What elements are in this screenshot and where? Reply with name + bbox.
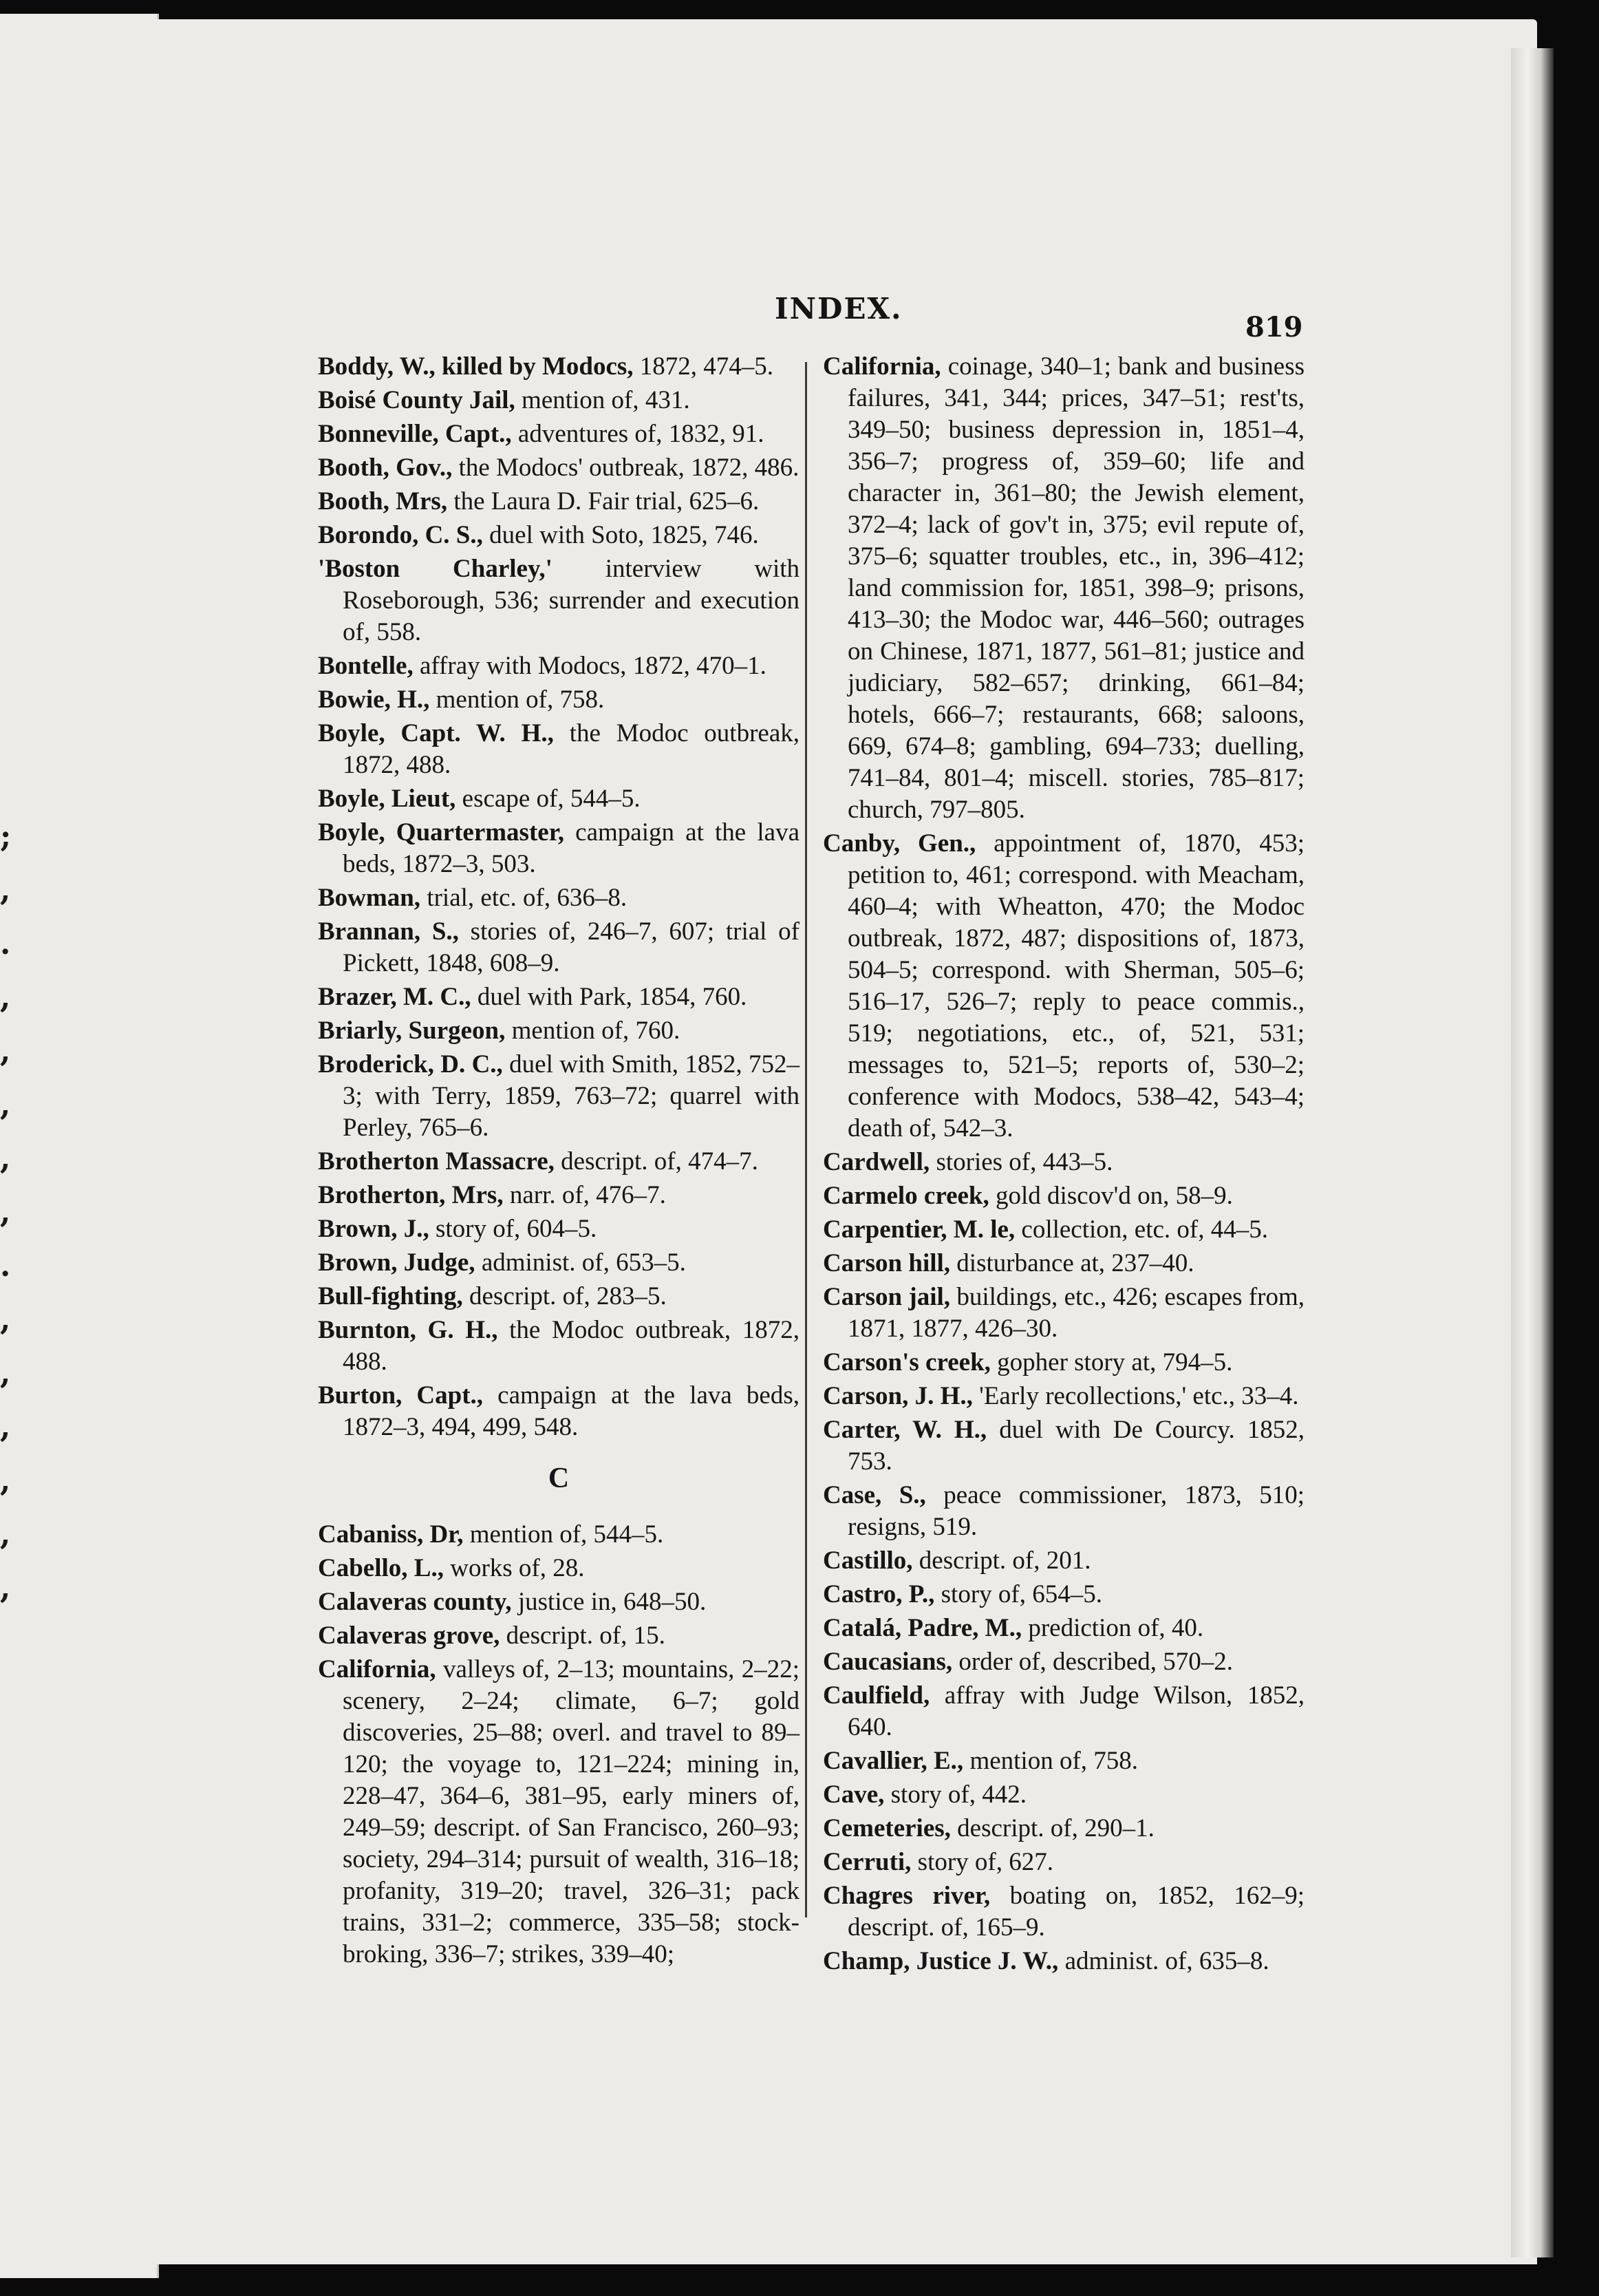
index-entry-references: the Modoc outbreak, 1872, 488.	[343, 1316, 800, 1376]
index-entry	[318, 1654, 800, 1970]
index-entry-heading: Burnton, G. H.,	[318, 1316, 498, 1344]
index-entry-heading: Chagres river,	[823, 1882, 991, 1910]
index-entry-heading: Brotherton Massacre,	[318, 1147, 555, 1176]
index-entry	[823, 1847, 1305, 1878]
index-entry-references: prediction of, 40.	[1028, 1614, 1204, 1642]
index-entry	[823, 1147, 1305, 1178]
index-entry-references: descript. of, 290–1.	[957, 1814, 1155, 1842]
index-entry-references: mention of, 758.	[436, 685, 605, 714]
index-entry	[823, 1414, 1305, 1478]
index-entries-c-continued	[823, 351, 1305, 1977]
index-entry-references: 'Early recollections,' etc., 33–4.	[979, 1382, 1299, 1410]
index-entry-heading: Carson, J. H.,	[823, 1382, 973, 1410]
index-entry	[318, 1519, 800, 1551]
index-entry-references: descript. of, 15.	[506, 1622, 665, 1650]
section-letter-c: C	[548, 1463, 570, 1494]
index-entry	[823, 351, 1305, 826]
index-entry-references: administ. of, 653–5.	[481, 1248, 686, 1277]
facing-page-text-fragments	[0, 14, 157, 2278]
index-entry-references: gopher story at, 794–5.	[997, 1348, 1233, 1376]
index-entry	[823, 1545, 1305, 1577]
facing-page-fragment: ,	[0, 980, 11, 1015]
index-entry-references: story of, 442.	[890, 1781, 1027, 1809]
index-entry-references: adventures of, 1832, 91.	[517, 420, 764, 448]
index-entry	[823, 1745, 1305, 1777]
index-entry-references: duel with De Courcy. 1852, 753.	[848, 1416, 1305, 1476]
index-entry	[318, 520, 800, 551]
index-entry-heading: Broderick, D. C.,	[318, 1050, 503, 1078]
index-entry-references: mention of, 431.	[522, 386, 690, 414]
index-entry-references: appointment of, 1870, 453; petition to, 461; correspond. with Meacham, 460–4; with Wheatton, 470; the Modoc outbreak, 1872, 487; dispositions of, 1873, 504–5; correspond. with Sherman, 505–6; 516–17, 526–7; reply to peace commis., 519; negotiations, etc., of, 521, 531; messages to, 521–5; reports of, 530–2; conference with Modocs, 538–42, 543–4; death of, 542–3.	[848, 829, 1305, 1142]
index-entry	[318, 1620, 800, 1652]
index-entry	[318, 385, 800, 416]
facing-page-fragment: ,	[0, 1463, 11, 1498]
index-entry-references: collection, etc. of, 44–5.	[1021, 1215, 1268, 1244]
facing-page-fragment: ,	[0, 1087, 11, 1123]
index-entry	[318, 1049, 800, 1144]
index-entries-b	[318, 351, 800, 1443]
facing-page-fragment: ,	[0, 873, 11, 908]
index-entry	[318, 1146, 800, 1178]
index-entry-heading: Caucasians,	[823, 1648, 953, 1676]
index-entry-heading: Bonneville, Capt.,	[318, 420, 512, 448]
index-entry-references: narr. of, 476–7.	[509, 1181, 666, 1209]
index-entry-heading: Cardwell,	[823, 1148, 930, 1176]
index-entry	[318, 981, 800, 1013]
index-entry-heading: Brotherton, Mrs,	[318, 1181, 504, 1209]
index-entry-references: story of, 654–5.	[941, 1580, 1102, 1608]
index-entry-heading: Burton, Capt.,	[318, 1381, 484, 1410]
index-entry	[318, 1281, 800, 1312]
index-entry-references: the Laura D. Fair trial, 625–6.	[453, 487, 760, 515]
index-entry	[318, 1553, 800, 1584]
index-column-left	[318, 351, 800, 1973]
index-entry-heading: Booth, Gov.,	[318, 454, 453, 482]
index-entry-references: interview with Roseborough, 536; surrender and execution of, 558.	[343, 555, 800, 646]
index-entry-heading: Cavallier, E.,	[823, 1747, 964, 1775]
index-entry	[318, 718, 800, 781]
facing-page-fragment: ,	[0, 1410, 11, 1445]
index-entry-references: valleys of, 2–13; mountains, 2–22; scenery, 2–24; climate, 6–7; gold discoveries, 25–88; overl. and travel to 89–120; the voyage to, 121–224; mining in, 228–47, 364–6, 381–95, early miners of, 249–59; descript. of San Francisco, 260–93; society, 294–314; pursuit of wealth, 316–18; profanity, 319–20; travel, 326–31; pack trains, 331–2; commerce, 335–58; stock-broking, 336–7; strikes, 339–40;	[343, 1655, 800, 1968]
index-entry-heading: Carson hill,	[823, 1249, 951, 1277]
facing-page-edge	[0, 14, 159, 2278]
index-entry-references: the Modocs' outbreak, 1872, 486.	[458, 454, 800, 482]
facing-page-fragment: .	[0, 926, 11, 961]
index-entry-references: stories of, 443–5.	[936, 1148, 1113, 1176]
index-entry	[823, 1779, 1305, 1811]
index-entry	[318, 351, 800, 383]
index-entry	[823, 1282, 1305, 1345]
running-head: INDEX.	[775, 292, 903, 326]
index-entry-references: descript. of, 201.	[919, 1546, 1091, 1575]
index-entry-references: peace commissioner, 1873, 510; resigns, 519.	[848, 1481, 1305, 1541]
index-entry-references: descript. of, 283–5.	[469, 1282, 667, 1310]
index-entry-heading: Cerruti,	[823, 1848, 912, 1876]
index-entry-references: escape of, 544–5.	[462, 785, 641, 813]
index-entry-heading: Boyle, Lieut,	[318, 785, 456, 813]
index-entry	[318, 1247, 800, 1279]
index-entry-heading: Canby, Gen.,	[823, 829, 976, 858]
index-entry-heading: Carter, W. H.,	[823, 1416, 987, 1444]
index-entry-heading: Cave,	[823, 1781, 885, 1809]
index-entry-references: campaign at the lava beds, 1872–3, 503.	[343, 818, 800, 878]
index-entry-references: story of, 627.	[917, 1848, 1053, 1876]
index-entry-references: gold discov'd on, 58–9.	[996, 1182, 1233, 1210]
index-entry-references: 1872, 474–5.	[639, 352, 774, 381]
index-entry	[823, 1680, 1305, 1743]
index-entry-heading: Catalá, Padre, M.,	[823, 1614, 1022, 1642]
index-entry-heading: Calaveras county,	[318, 1588, 512, 1616]
index-entry-heading: Caulfield,	[823, 1681, 930, 1710]
index-entry-heading: Carmelo creek,	[823, 1182, 989, 1210]
index-entry	[318, 418, 800, 450]
index-entry	[823, 1579, 1305, 1611]
index-entry-heading: Cabello, L.,	[318, 1554, 444, 1582]
index-entry	[318, 1180, 800, 1211]
index-entry-heading: Booth, Mrs,	[318, 487, 448, 515]
index-entry-references: administ. of, 635–8.	[1064, 1947, 1269, 1975]
index-entry	[823, 1480, 1305, 1543]
index-entry-heading: Cabaniss, Dr,	[318, 1520, 464, 1549]
index-entry	[823, 1646, 1305, 1678]
index-entry-heading: Castro, P.,	[823, 1580, 935, 1608]
index-entry-references: story of, 604–5.	[435, 1215, 597, 1243]
index-entry-heading: Briarly, Surgeon,	[318, 1017, 506, 1045]
index-entry	[318, 486, 800, 518]
index-entry-references: duel with Soto, 1825, 746.	[489, 521, 759, 549]
index-entry	[823, 1248, 1305, 1279]
index-entry	[318, 783, 800, 815]
index-entry	[823, 1347, 1305, 1379]
index-entry-references: coinage, 340–1; bank and business failures, 341, 344; prices, 347–51; rest'ts, 349–50; business depression in, 1851–4, 356–7; progress of, 359–60; life and character in, 361–80; the Jewish element, 372–4; lack of gov't in, 375; evil repute of, 375–6; squatter troubles, etc., in, 396–412; land commission for, 1851, 398–9; prisons, 413–30; the Modoc war, 446–560; outrages on Chinese, 1871, 1877, 561–81; justice and judiciary, 582–657; drinking, 661–84; hotels, 666–7; restaurants, 668; saloons, 669, 674–8; gambling, 694–733; duelling, 741–84, 801–4; miscell. stories, 785–817; church, 797–805.	[848, 352, 1305, 824]
index-entry-references: trial, etc. of, 636–8.	[427, 884, 627, 912]
index-entries-c	[318, 1519, 800, 1970]
index-entry	[318, 452, 800, 484]
index-entry	[318, 916, 800, 979]
index-entry-references: affray with Judge Wilson, 1852, 640.	[848, 1681, 1305, 1741]
index-entry-references: works of, 28.	[450, 1554, 585, 1582]
index-entry-heading: Case, S.,	[823, 1481, 926, 1509]
index-entry-heading: Bontelle,	[318, 652, 414, 680]
index-entry	[823, 1813, 1305, 1845]
index-entry	[823, 1214, 1305, 1246]
index-entry	[823, 828, 1305, 1145]
index-entry-heading: Brazer, M. C.,	[318, 983, 471, 1011]
index-entry-heading: Brannan, S.,	[318, 917, 459, 946]
index-entry	[318, 1015, 800, 1047]
index-entry-heading: Brown, J.,	[318, 1215, 429, 1243]
index-entry-heading: Bull-fighting,	[318, 1282, 463, 1310]
index-entry	[823, 1946, 1305, 1977]
index-entry	[318, 1213, 800, 1245]
index-entry-references: campaign at the lava beds, 1872–3, 494, 499, 548.	[343, 1381, 800, 1441]
index-entry-heading: Bowie, H.,	[318, 685, 430, 714]
index-entry-references: stories of, 246–7, 607; trial of Pickett, 1848, 608–9.	[343, 917, 800, 977]
index-entry-references: mention of, 760.	[511, 1017, 680, 1045]
index-entry	[318, 650, 800, 682]
index-entry-references: the Modoc outbreak, 1872, 488.	[343, 719, 800, 779]
index-column-right	[823, 351, 1305, 1979]
facing-page-fragment: ,	[0, 1195, 11, 1230]
index-entry-heading: Champ, Justice J. W.,	[823, 1947, 1059, 1975]
index-entry	[823, 1180, 1305, 1212]
facing-page-fragment: ;	[0, 819, 12, 854]
index-entry-references: mention of, 758.	[969, 1747, 1139, 1775]
column-rule	[805, 362, 807, 1917]
index-entry-heading: Cemeteries,	[823, 1814, 951, 1842]
index-entry-references: buildings, etc., 426; escapes from, 1871, 1877, 426–30.	[848, 1283, 1305, 1343]
index-entry-references: disturbance at, 237–40.	[956, 1249, 1194, 1277]
index-entry-heading: Carson's creek,	[823, 1348, 991, 1376]
page-number: 819	[1245, 311, 1303, 343]
index-entry-heading: Boisé County Jail,	[318, 386, 515, 414]
index-entry	[318, 553, 800, 648]
index-entry	[318, 684, 800, 716]
index-entry-references: descript. of, 474–7.	[561, 1147, 758, 1176]
index-entry	[823, 1613, 1305, 1644]
index-entry-heading: 'Boston Charley,'	[318, 555, 552, 583]
facing-page-fragment: .	[0, 1248, 11, 1284]
index-entry-heading: Bowman,	[318, 884, 421, 912]
index-entry-heading: Castillo,	[823, 1546, 913, 1575]
index-entry	[823, 1880, 1305, 1944]
index-entry-heading: California,	[823, 352, 941, 381]
index-entry-references: mention of, 544–5.	[469, 1520, 664, 1549]
index-entry-heading: California,	[318, 1655, 436, 1683]
index-entry	[318, 882, 800, 914]
index-entry-heading: Boyle, Quartermaster,	[318, 818, 564, 847]
index-entry-heading: Calaveras grove,	[318, 1622, 500, 1650]
index-entry	[318, 817, 800, 880]
index-entry-references: order of, described, 570–2.	[958, 1648, 1234, 1676]
index-entry	[823, 1381, 1305, 1412]
index-entry-references: duel with Smith, 1852, 752–3; with Terry, 1859, 763–72; quarrel with Perley, 765–6.	[343, 1050, 800, 1142]
index-entry	[318, 1586, 800, 1618]
index-entry-references: justice in, 648–50.	[517, 1588, 707, 1616]
book-fore-edge	[1511, 48, 1554, 2257]
index-entry-references: affray with Modocs, 1872, 470–1.	[419, 652, 766, 680]
facing-page-fragment: ,	[0, 1517, 11, 1552]
index-entry-references: duel with Park, 1854, 760.	[477, 983, 747, 1011]
index-entry-heading: Carpentier, M. le,	[823, 1215, 1016, 1244]
facing-page-fragment: ,	[0, 1356, 11, 1391]
index-entry-heading: Borondo, C. S.,	[318, 521, 483, 549]
facing-page-fragment: ,	[0, 1302, 11, 1337]
index-entry-heading: Brown, Judge,	[318, 1248, 475, 1277]
index-entry	[318, 1380, 800, 1443]
facing-page-fragment: ,	[0, 1571, 11, 1606]
index-entry-heading: Boyle, Capt. W. H.,	[318, 719, 554, 747]
index-entry-references: boating on, 1852, 162–9; descript. of, 165–9.	[848, 1882, 1305, 1942]
facing-page-fragment: ,	[0, 1141, 11, 1176]
index-entry-heading: Boddy, W., killed by Modocs,	[318, 352, 634, 381]
index-entry-heading: Carson jail,	[823, 1283, 951, 1311]
index-entry	[318, 1315, 800, 1378]
facing-page-fragment: ,	[0, 1034, 11, 1069]
